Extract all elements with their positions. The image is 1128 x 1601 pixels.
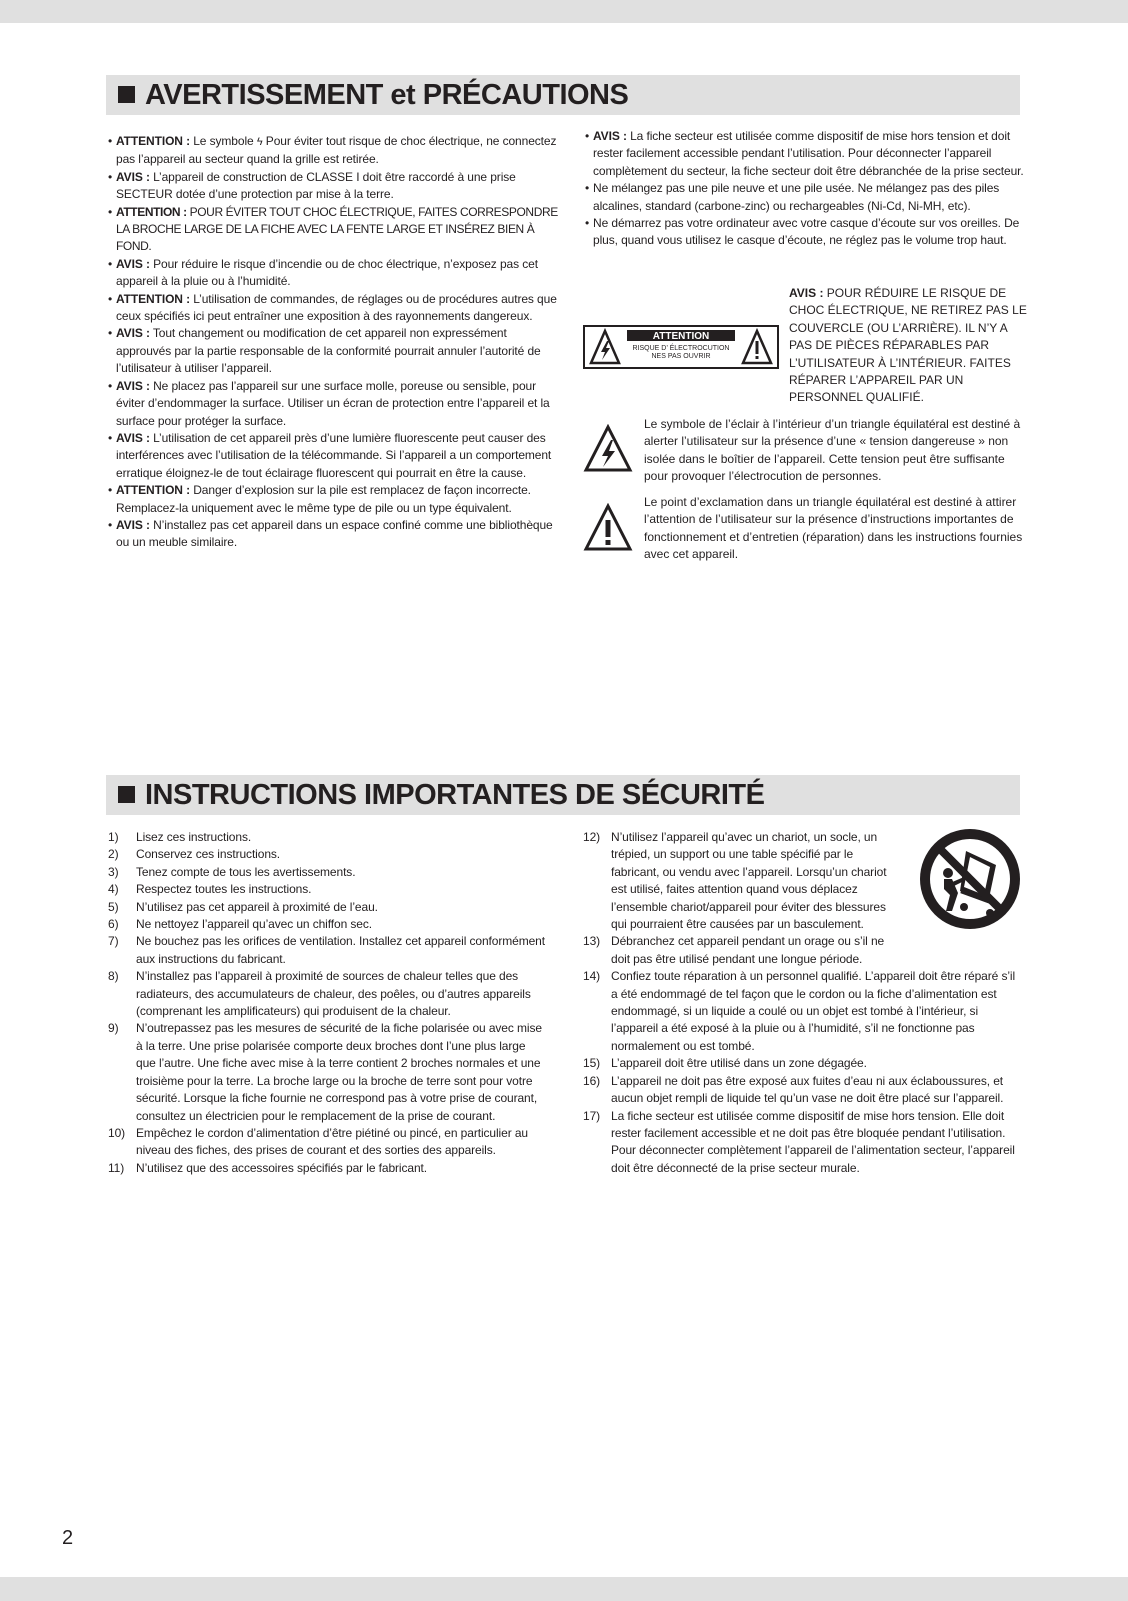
list-item: 16) L’appareil ne doit pas être exposé aux fuites d’eau ni aux éclaboussures, et aucun objet rempli de liquide tel qu’un vase ne doit être placé sur l’appareil. — [583, 1073, 1004, 1106]
square-bullet-icon — [118, 86, 135, 103]
warnings-left-column — [108, 133, 558, 552]
warning-item: • AVIS : L’utilisation de cet appareil près d’une lumière fluorescente peut causer des interférences avec l’utilisation de la télécommande. Si l’appareil a un comportement erratique éloignez-le de tout éclairage fluorescent qui pourrait en être la cause. — [108, 430, 552, 480]
warning-item: • AVIS : L’appareil de construction de CLASSE I doit être raccordé à une prise SECTEUR dotée d’une protection par mise à la terre. — [108, 169, 516, 202]
section-heading-safety — [106, 775, 1020, 815]
warning-item: • Ne démarrez pas votre ordinateur avec votre casque d’écoute sur vos oreilles. De plus, quand vous utilisez le casque d’écoute, ne réglez pas le volume trop haut. — [585, 216, 1020, 248]
square-bullet-icon — [118, 786, 135, 803]
warning-item: • Ne mélangez pas une pile neuve et une pile usée. Ne mélangez pas des piles alcalines, standard (carbone-zinc) ou rechargeables (Ni-Cd, Ni-MH, etc). — [585, 181, 1000, 213]
page-number: 2 — [62, 1527, 74, 1549]
list-item: 10) Empêchez le cordon d’alimentation d’être piétiné ou pincé, en particulier au niveau des fiches, des prises de courant et des sorties des appareils. — [108, 1125, 528, 1158]
section-heading-warnings — [106, 75, 1020, 115]
exclamation-triangle-icon — [583, 503, 633, 553]
avis-caution-block: AVIS : POUR RÉDUIRE LE RISQUE DE CHOC ÉLECTRIQUE, NE RETIREZ PAS LE COUVERCLE (OU L’ARRIÈRE). IL N’Y A PAS DE PIÈCES RÉPARABLES PAR L’UTILISATEUR À L’INTÉRIEUR. FAITES RÉPARER L’APPAREIL PAR UN PERSONNEL QUALIFIÉ. — [789, 286, 1027, 405]
list-item: 15) L’appareil doit être utilisé dans un zone dégagée. — [583, 1056, 867, 1071]
cart-tipover-warning-icon — [918, 827, 1022, 931]
attention-label — [583, 325, 779, 369]
warning-item: • AVIS : N’installez pas cet appareil dans un espace confiné comme une bibliothèque ou un meuble similaire. — [108, 517, 553, 550]
list-item: 8) N’installez pas l’appareil à proximité de sources de chaleur telles que des radiateurs, des accumulateurs de chaleur, des poêles, ou d’autres appareils (comprenant les amplificateurs) qui produisent de la chaleur. — [108, 969, 531, 1019]
exclamation-explanation: Le point d’exclamation dans un triangle équilatéral est destiné à attirer l’attention de l’utilisateur sur la présence d’instructions importantes de fonctionnement et d’entretien (réparation) dans les instructions fournies avec cet appareil. — [644, 495, 1023, 562]
attention-label-line1: RISQUE D’ ÉLECTROCUTION — [632, 345, 730, 352]
list-item: 3) Tenez compte de tous les avertissements. — [108, 864, 356, 879]
lightning-triangle-icon — [583, 424, 633, 474]
warning-item: • AVIS : Tout changement ou modification de cet appareil non expressément approuvés par la partie responsable de la conformité pourrait annuler l’autorité de l’utilisateur à utiliser l’appareil. — [108, 326, 541, 376]
list-item: 7) Ne bouchez pas les orifices de ventilation. Installez cet appareil conformément aux instructions du fabricant. — [108, 934, 545, 966]
list-item: 1) Lisez ces instructions. — [108, 830, 252, 844]
list-item: 9) N’outrepassez pas les mesures de sécurité de la fiche polarisée ou avec mise à la terre. Une prise polarisée comporte deux broches dont l’une plus large que l’autre. Une fiche avec mise à la terre contient 2 broches normales et une troisième pour la terre. La broche large ou la broche de terre sont pour votre sécurité. Lorsque la fiche fournie ne correspond pas à votre prise de courant, consultez un électricien pour le remplacement de la prise de courant. — [108, 1021, 542, 1123]
list-item: 13) Débranchez cet appareil pendant un orage ou s’il ne doit pas être utilisé pendant une longue période. — [583, 934, 885, 966]
list-item: 14) Confiez toute réparation à un personnel qualifié. L’appareil doit être réparé s’il a été endommagé de tel façon que le cordon ou la fiche d’alimentation est endommagé, si un liquide a coulé ou un objet est tombé à l’intérieur, si l’appareil a été exposé à la pluie ou à l’humidité, s’il ne fonctionne pas normalement ou est tombé. — [583, 969, 1016, 1053]
list-item: 5) N’utilisez pas cet appareil à proximité de l’eau. — [108, 899, 378, 914]
attention-label-title: ATTENTION — [652, 331, 710, 342]
lightning-symbol-icon: ϟ — [256, 136, 263, 148]
section-title: AVERTISSEMENT et PRÉCAUTIONS — [145, 79, 629, 111]
warning-item: • ATTENTION : POUR ÉVITER TOUT CHOC ÉLECTRIQUE, FAITES CORRESPONDRE LA BROCHE LARGE DE LA FICHE AVEC LA FENTE LARGE ET INSÉREZ BIEN À FOND. — [108, 204, 558, 254]
list-item: 4) Respectez toutes les instructions. — [108, 882, 312, 897]
lightning-explanation: Le symbole de l’éclair à l’intérieur d’un triangle équilatéral est destiné à alerter l’utilisateur sur la présence d’une « tension dangereuse » non isolée dans le boîtier de l’appareil. Cette tension peut être suffisante pour provoquer l’électrocution de personnes. — [644, 417, 1021, 484]
safety-left-column — [108, 829, 548, 1177]
top-band — [0, 0, 1128, 23]
bottom-band — [0, 1577, 1128, 1601]
section-title: INSTRUCTIONS IMPORTANTES DE SÉCURITÉ — [145, 779, 765, 811]
warning-item: • AVIS : La fiche secteur est utilisée comme dispositif de mise hors tension et doit rester facilement accessible pendant l’utilisation. Pour déconnecter l’appareil complètement du secteur, la fiche secteur doit être débranchée de la prise secteur. — [585, 129, 1024, 178]
warning-item: • ATTENTION : Le symbole ϟ Pour éviter tout risque de choc électrique, ne connectez pas l’appareil au secteur quand la grille est retirée. — [108, 134, 557, 167]
warnings-right-column — [585, 128, 1025, 250]
list-item: 2) Conservez ces instructions. — [108, 847, 281, 862]
list-item: 6) Ne nettoyez l’appareil qu’avec un chiffon sec. — [108, 917, 372, 932]
list-item: 17) La fiche secteur est utilisée comme dispositif de mise hors tension. Elle doit rester facilement accessible et ne doit pas être bloquée pendant l’utilisation. Pour déconnecter complètement l’appareil de l’alimentation secteur, l’appareil doit être déconnecté de la prise secteur murale. — [583, 1108, 1015, 1175]
attention-label-line2: NES PAS OUVRIR — [651, 353, 711, 360]
warning-item: • ATTENTION : Danger d’explosion sur la pile est remplacez de façon incorrecte. Remplacez-la uniquement avec le même type de pile ou un type équivalent. — [108, 483, 531, 515]
warning-item: • AVIS : Pour réduire le risque d’incendie ou de choc électrique, n’exposez pas cet appareil à la pluie ou à l’humidité. — [108, 256, 538, 289]
list-item: 11) N’utilisez que des accessoires spécifiés par le fabricant. — [108, 1160, 428, 1175]
warning-item: • AVIS : Ne placez pas l’appareil sur une surface molle, poreuse ou sensible, pour éviter d’endommager la surface. Utiliser un écran de protection entre l’appareil et la surface pour protéger la surface. — [108, 378, 550, 428]
warning-item: • ATTENTION : L’utilisation de commandes, de réglages ou de procédures autres que ceux spécifiés ici peut entraîner une exposition à des rayonnements dangereux. — [108, 291, 557, 324]
list-item: 12) N’utilisez l’appareil qu’avec un chariot, un socle, un trépied, un support ou une table spécifié par le fabricant, ou vendu avec l’appareil. Lorsqu’un chariot est utilisé, faites attention quand vous déplacez l’ensemble chariot/appareil pour éviter des blessures qui pourraient être causées par un basculement. — [583, 830, 887, 932]
